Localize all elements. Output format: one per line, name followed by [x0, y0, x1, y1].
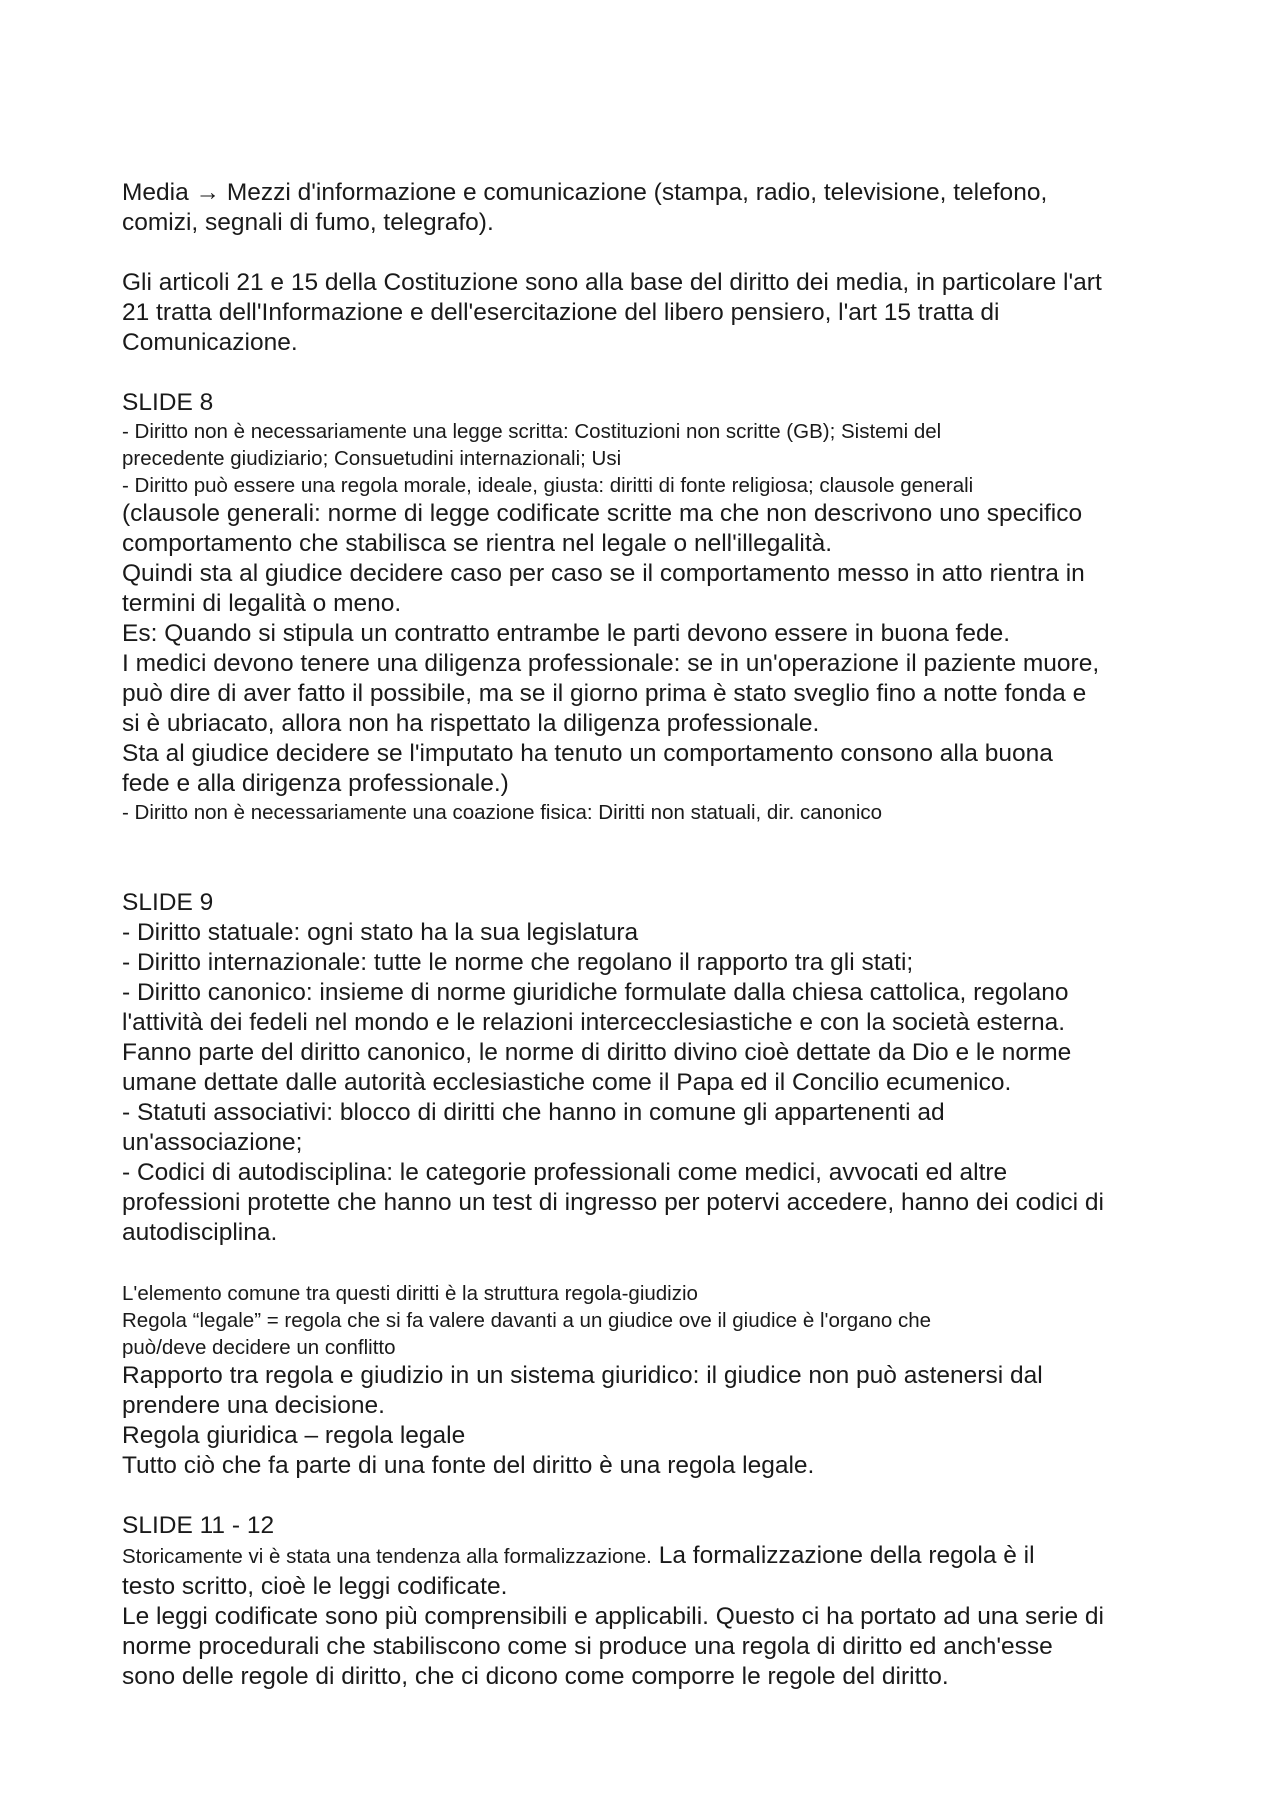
paragraph-line: - Codici di autodisciplina: le categorie professionali come medici, avvocati ed altre [122, 1159, 1008, 1186]
slide-8-section [122, 388, 1182, 826]
document-page [122, 178, 1182, 1692]
paragraph-line: Comunicazione. [122, 329, 298, 356]
slide-11-12-section [122, 1511, 1182, 1692]
paragraph-line: - Diritto canonico: insieme di norme giuridiche formulate dalla chiesa cattolica, regolano [122, 979, 1069, 1006]
paragraph-line: norme procedurali che stabiliscono come si produce una regola di diritto ed anch'esse [122, 1633, 1053, 1660]
common-element-section [122, 1280, 1182, 1481]
paragraph-line: precedente giudiziario; Consuetudini internazionali; Usi [122, 447, 622, 470]
paragraph-line: testo scritto, cioè le leggi codificate. [122, 1573, 508, 1600]
paragraph-line: - Diritto internazionale: tutte le norme che regolano il rapporto tra gli stati; [122, 949, 914, 976]
paragraph-line: prendere una decisione. [122, 1392, 385, 1419]
paragraph-line: - Statuti associativi: blocco di diritti che hanno in comune gli appartenenti ad [122, 1099, 945, 1126]
paragraph-line: (clausole generali: norme di legge codificate scritte ma che non descrivono uno specifico [122, 500, 1083, 527]
paragraph-line: autodisciplina. [122, 1219, 278, 1246]
paragraph-line: sono delle regole di diritto, che ci dicono come comporre le regole del diritto. [122, 1663, 949, 1690]
paragraph-line: umane dettate dalle autorità ecclesiastiche come il Papa ed il Concilio ecumenico. [122, 1069, 1012, 1096]
paragraph-line: Sta al giudice decidere se l'imputato ha tenuto un comportamento consono alla buona [122, 740, 1053, 767]
paragraph-line: comportamento che stabilisca se rientra nel legale o nell'illegalità. [122, 530, 833, 557]
paragraph-line: - Diritto non è necessariamente una legge scritta: Costituzioni non scritte (GB); Sistemi del [122, 420, 942, 443]
paragraph-line: - Diritto può essere una regola morale, ideale, giusta: diritti di fonte religiosa; clausole generali [122, 474, 974, 497]
paragraph-line: 21 tratta dell'Informazione e dell'esercitazione del libero pensiero, l'art 15 tratta di [122, 299, 1000, 326]
paragraph-fragment: La formalizzazione della regola è il [651, 1542, 1035, 1569]
paragraph-line: Gli articoli 21 e 15 della Costituzione sono alla base del diritto dei media, in particolare l'art [122, 269, 1102, 296]
section-heading: SLIDE 11 - 12 [122, 1512, 275, 1539]
articles-paragraph [122, 268, 1182, 358]
paragraph-line: I medici devono tenere una diligenza professionale: se in un'operazione il paziente muore, [122, 650, 1100, 677]
paragraph-line: un'associazione; [122, 1129, 303, 1156]
paragraph-line: Quindi sta al giudice decidere caso per caso se il comportamento messo in atto rientra in [122, 560, 1085, 587]
paragraph-fragment-small: Storicamente vi è stata una tendenza alla formalizzazione. [122, 1545, 652, 1568]
paragraph-line: - Diritto non è necessariamente una coazione fisica: Diritti non statuali, dir. canonico [122, 801, 883, 824]
paragraph-line [122, 1541, 1182, 1572]
paragraph-line: professioni protette che hanno un test di ingresso per potervi accedere, hanno dei codici di [122, 1189, 1104, 1216]
paragraph-line: Fanno parte del diritto canonico, le norme di diritto divino cioè dettate da Dio e le norme [122, 1039, 1072, 1066]
section-heading: SLIDE 9 [122, 889, 214, 916]
paragraph-line: termini di legalità o meno. [122, 590, 402, 617]
paragraph-line: Le leggi codificate sono più comprensibili e applicabili. Questo ci ha portato ad una serie di [122, 1603, 1104, 1630]
paragraph-line: può dire di aver fatto il possibile, ma se il giorno prima è stato sveglio fino a notte fonda e [122, 680, 1087, 707]
paragraph-line: Es: Quando si stipula un contratto entrambe le parti devono essere in buona fede. [122, 620, 1011, 647]
intro-paragraph [122, 178, 1182, 238]
paragraph-line: Regola “legale” = regola che si fa valere davanti a un giudice ove il giudice è l'organo che [122, 1309, 932, 1332]
paragraph-line: L'elemento comune tra questi diritti è la struttura regola-giudizio [122, 1282, 698, 1305]
paragraph-line: l'attività dei fedeli nel mondo e le relazioni intercecclesiastiche e con la società esterna. [122, 1009, 1065, 1036]
paragraph-line: Tutto ciò che fa parte di una fonte del diritto è una regola legale. [122, 1452, 815, 1479]
section-heading: SLIDE 8 [122, 389, 214, 416]
intro-line: comizi, segnali di fumo, telegrafo). [122, 209, 494, 236]
slide-9-section [122, 888, 1182, 1248]
paragraph-line: Regola giuridica – regola legale [122, 1422, 466, 1449]
paragraph-line: può/deve decidere un conflitto [122, 1336, 396, 1359]
paragraph-line: si è ubriacato, allora non ha rispettato la diligenza professionale. [122, 710, 820, 737]
paragraph-line: Rapporto tra regola e giudizio in un sistema giuridico: il giudice non può astenersi dal [122, 1362, 1043, 1389]
paragraph-line: fede e alla dirigenza professionale.) [122, 770, 509, 797]
intro-line: Media → Mezzi d'informazione e comunicazione (stampa, radio, televisione, telefono, [122, 179, 1048, 206]
paragraph-line: - Diritto statuale: ogni stato ha la sua legislatura [122, 919, 639, 946]
